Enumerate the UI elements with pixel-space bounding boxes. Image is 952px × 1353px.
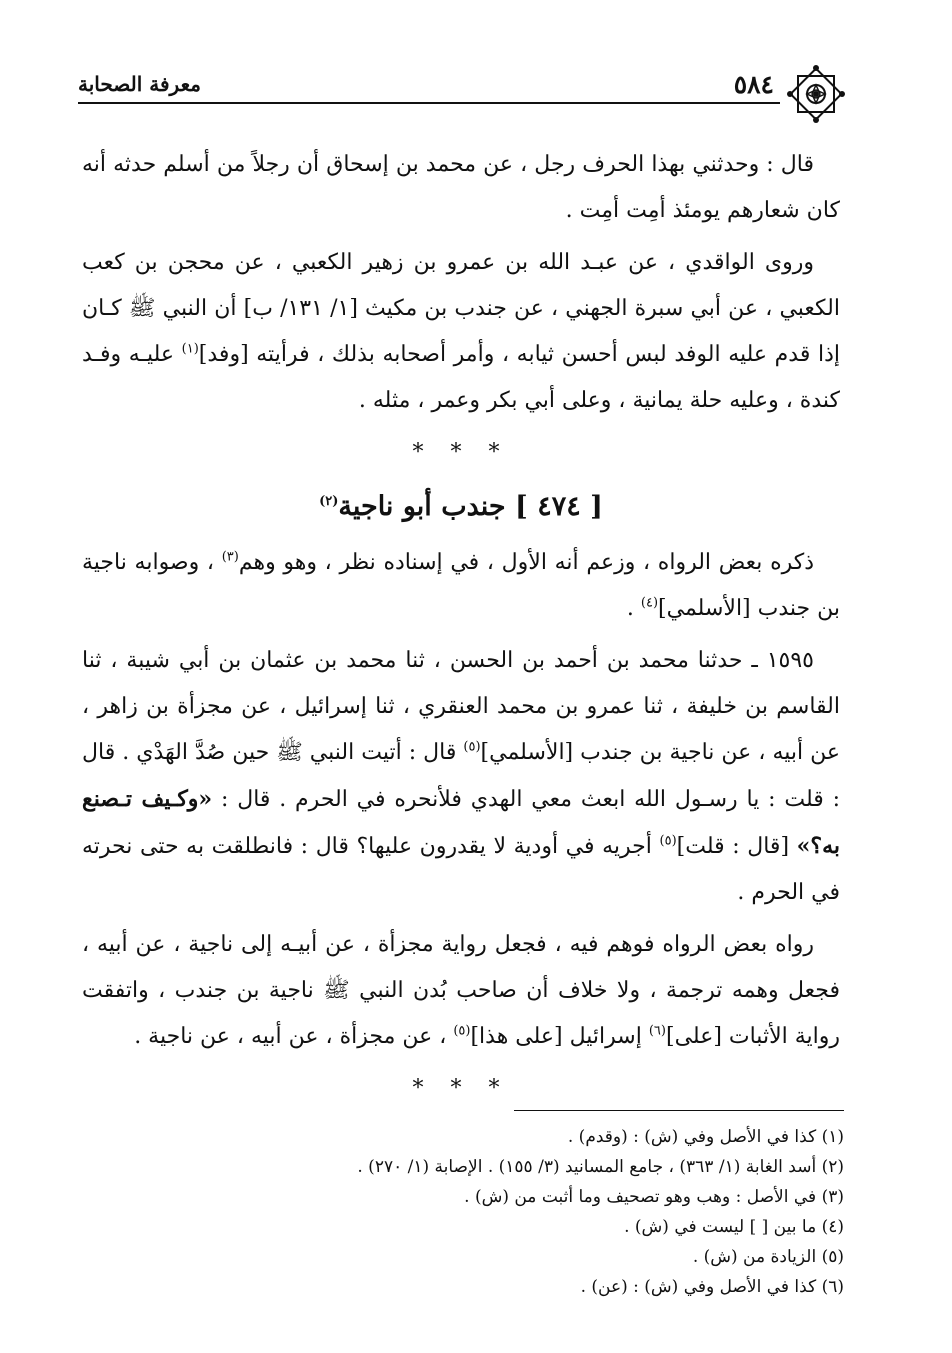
footnote-ref: (٥): [453, 1023, 471, 1039]
footnote-ref: (١): [181, 341, 199, 357]
header-divider: [78, 102, 780, 104]
section-separator: * * *: [412, 440, 510, 465]
footnote-5: (٥) الزيادة من (ش) .: [692, 1247, 844, 1267]
footnote-ref: (٢): [319, 494, 339, 509]
footnote-4: (٤) ما بين [ ] ليست في (ش) .: [624, 1217, 844, 1237]
paragraph-2: وروى الواقدي ، عن عبـد الله بن عمرو بن زهير الكعبي ، عن محجن بن كعب الكعبي ، عن أبي سبرة الجهني ، عن جندب بن مكيث [١/ ١٣١/ ب] أن النبي ﷺ كـان إذا قدم عليه الوفد لبس أحسن ثيابه ، وأمر أصحابه بذلك ، فرأيته [وفد]$^{(١)}$ عليـه وفـد كندة ، وعليه حلة يمانية ، وعلى أبي بكر وعمر ، مثله .: [82, 250, 840, 413]
paragraph-1: قال : وحدثني بهذا الحرف رجل ، عن محمد بن إسحاق أن رجلاً من أسلم حدثه أنه كان شعارهم يومئذ أمِت أمِت .: [82, 152, 840, 223]
entry-heading: [ ٤٧٤ ] جندب أبو ناجية$^{(٢)}$: [319, 491, 603, 522]
footnote-3: (٣) في الأصل : وهب وهو تصحيف وما أثبت من (ش) .: [464, 1187, 844, 1207]
section-separator: * * *: [412, 1076, 510, 1101]
footnote-ref: (٣): [221, 549, 239, 565]
paragraph-3: ذكره بعض الرواه ، وزعم أنه الأول ، في إسناده نظر ، وهو وهم$^{(٣)}$ ، وصوابه ناجية بن جندب [الأسلمي]$^{(٤)}$ .: [82, 549, 840, 621]
paragraph-5: رواه بعض الرواه فوهم فيه ، فجعل رواية مجزأة ، عن أبيـه إلى ناجية ، عن أبيه ، فجعل وهمه ترجمة ، ولا خلاف أن صاحب بُدن النبي ﷺ ناجية بن جندب ، واتفقت رواية الأثبات [على]$^{(٦)}$ إسرائيل [على هذا]$^{(٥)}$ ، عن مجزأة ، عن أبيه ، عن ناجية .: [82, 932, 840, 1049]
main-text: [82, 142, 840, 1120]
footnote-6: (٦) كذا في الأصل وفي (ش) : (عن) .: [580, 1277, 844, 1297]
footnote-ref: (٥): [659, 833, 677, 849]
footnote-ref: (٦): [648, 1023, 666, 1039]
page-header: [78, 60, 844, 130]
paragraph-hadith-1595: ١٥٩٥ ـ حدثنا محمد بن أحمد بن الحسن ، ثنا محمد بن عثمان بن أبي شيبة ، ثنا القاسم بن خليفة ، ثنا عمرو بن محمد العنقري ، ثنا إسرائيل ، عن مجزأة بن زاهر ، عن أبيه ، عن ناجية بن جندب [الأسلمي]$^{(٥)}$ قال : أتيت النبي ﷺ حين صُدَّ الهَدْي . قال : قلت : يا رسـول الله ابعث معي الهدي فلأنحره في الحرم . قال : «وكـيف تـصنع به؟» [قال : قلت]$^{(٥)}$ أجريه في أودية لا يقدرون عليها؟ قال : فانطلقت به حتى نحرته في الحرم .: [82, 648, 841, 905]
page-number: ٥٨٤: [733, 70, 774, 99]
footnote-ref: (٥): [463, 739, 481, 755]
footnote-ref: (٤): [640, 595, 659, 611]
footnote-divider: [514, 1110, 844, 1111]
footnotes: [104, 1122, 844, 1302]
octagonal-ornament-icon: [786, 64, 846, 124]
quoted-speech: «وكـيف تـصنع به؟»: [82, 786, 840, 859]
running-title: معرفة الصحابة: [78, 72, 201, 96]
footnote-2: (٢) أسد الغابة (١/ ٣٦٣) ، جامع المسانيد (٣/ ١٥٥) . الإصابة (١/ ٢٧٠) .: [357, 1157, 844, 1177]
footnote-1: (١) كذا في الأصل وفي (ش) : (وقدم) .: [567, 1127, 844, 1147]
